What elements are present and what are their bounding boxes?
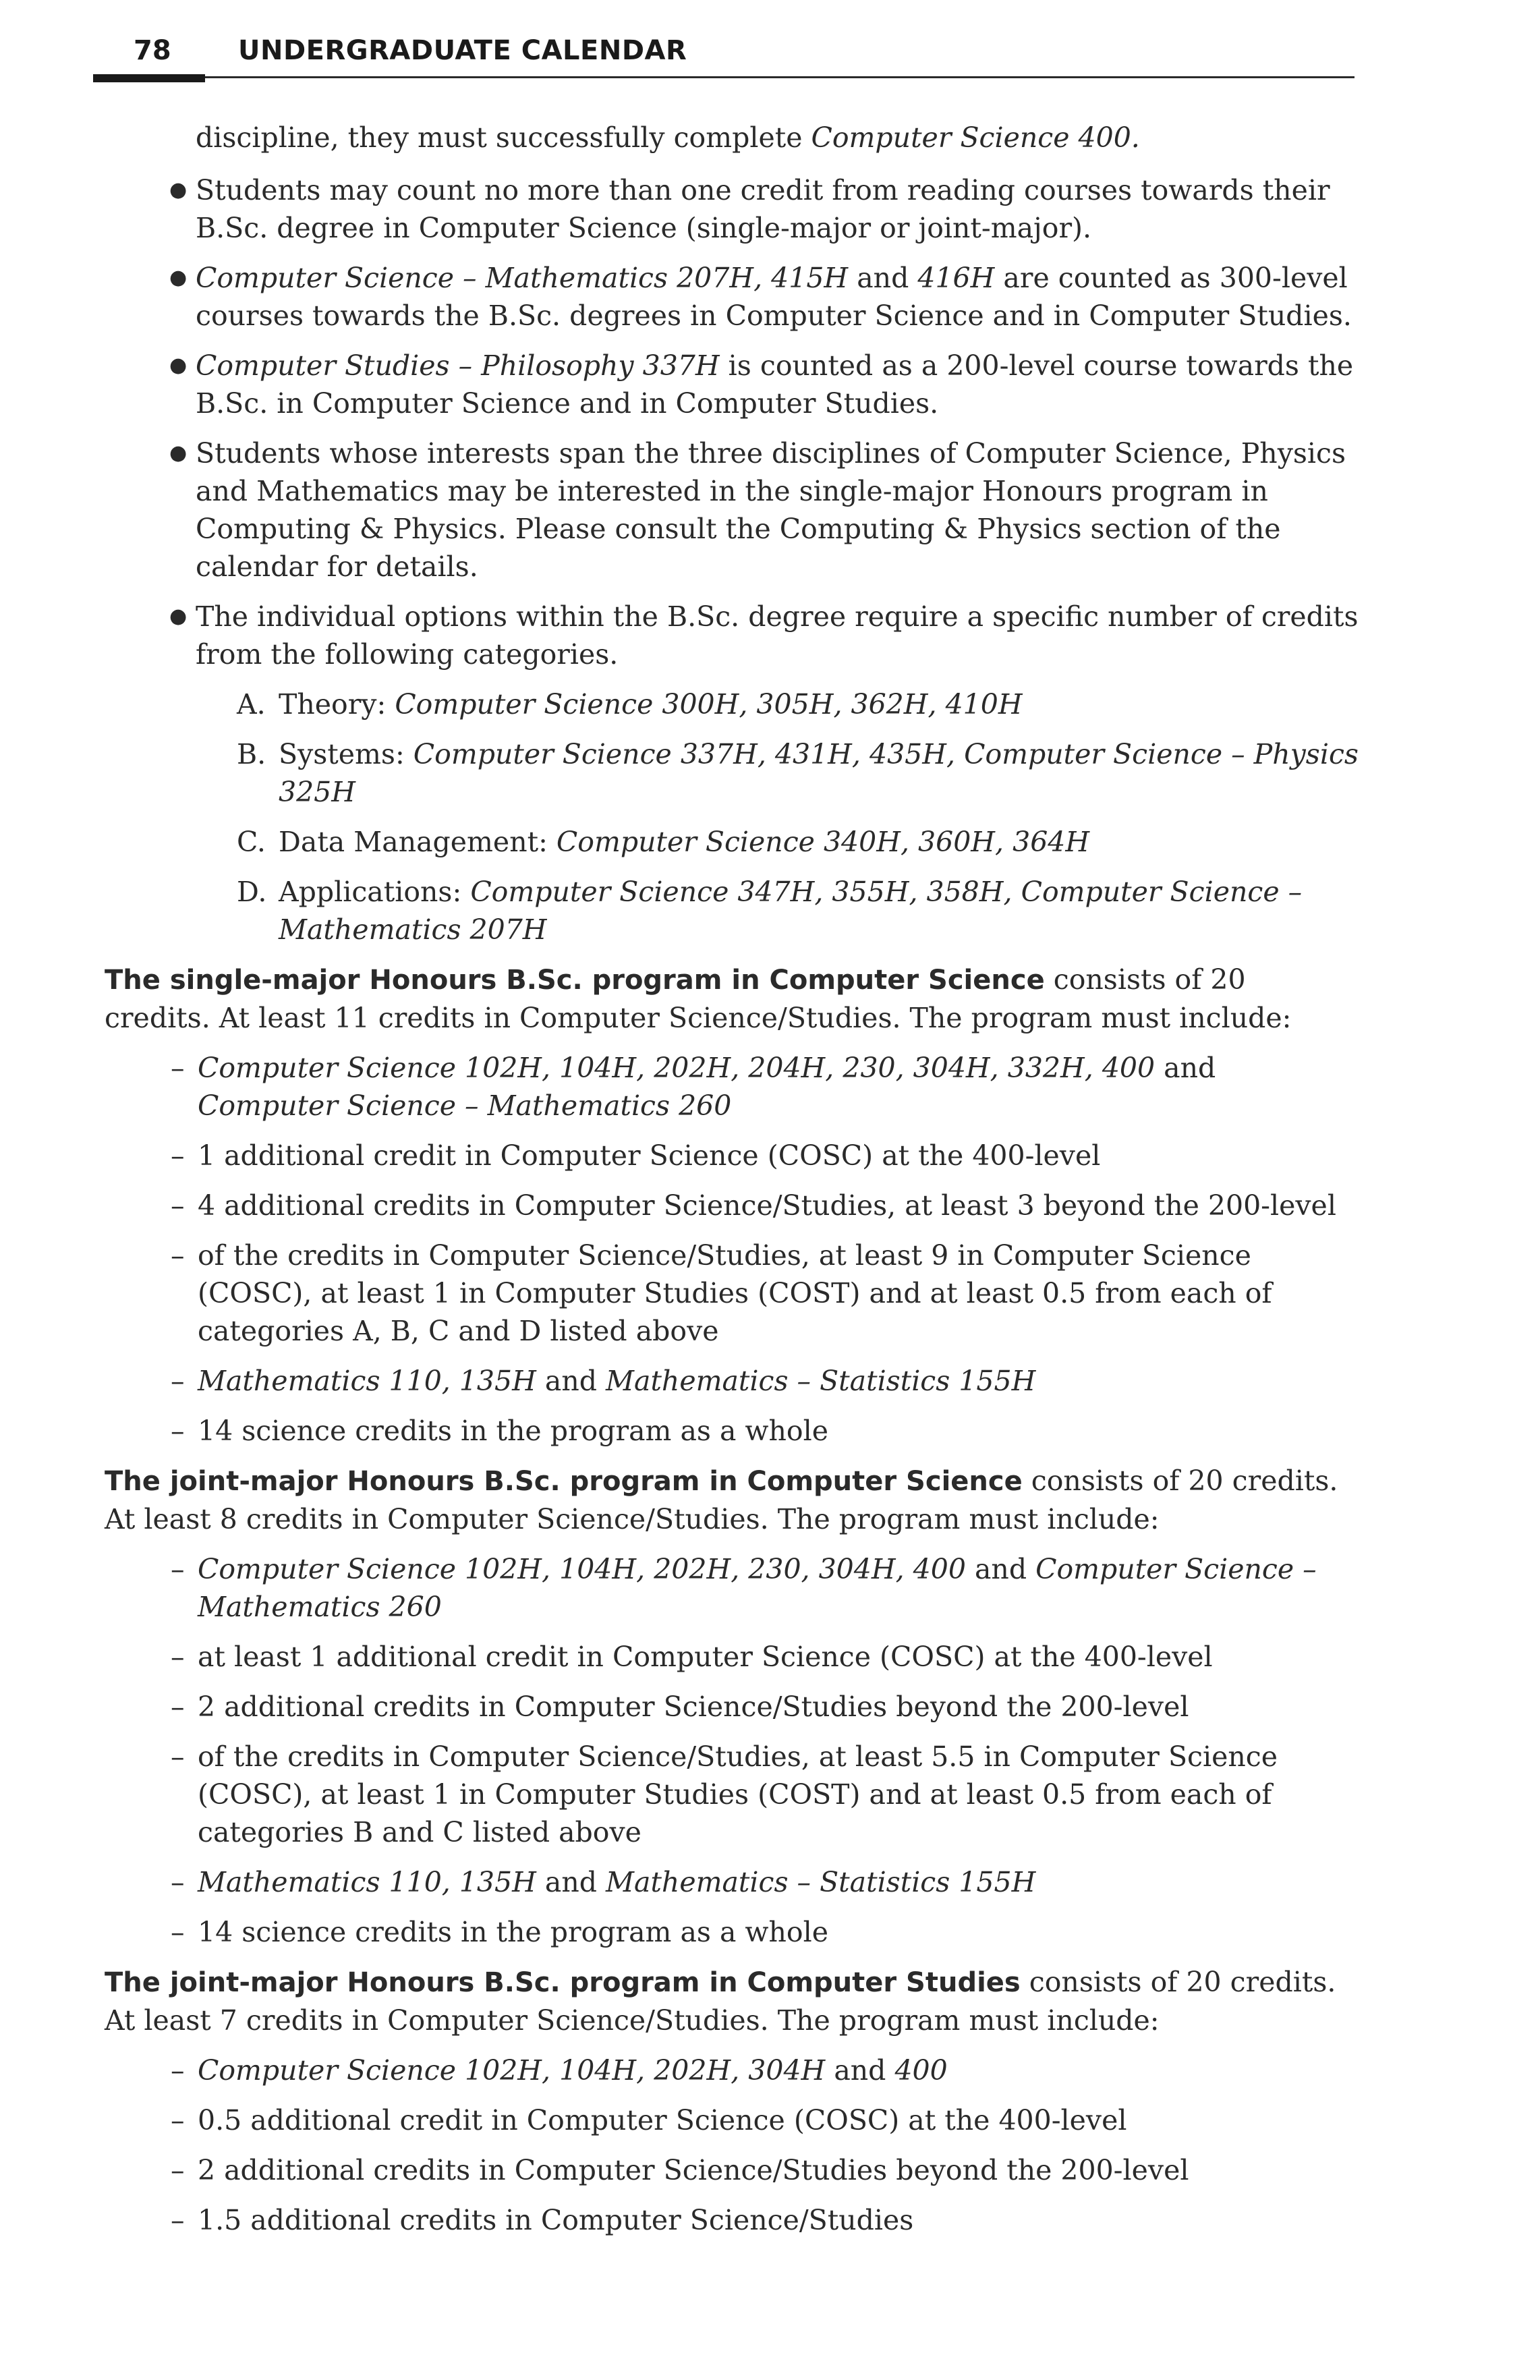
program-joint-major-cs: The joint-major Honours B.Sc. program in Computer Science consists of 20 credits. At least 8 credits in Computer Science/Studies. The program must include: [105,1465,1338,1535]
bullet-item: ● Computer Studies – Philosophy 337H is counted as a 200-level course towards the B.Sc. in Computer Science and in Computer Studies. [105,347,1359,422]
category-theory: A. Theory: Computer Science 300H, 305H, 362H, 410H [237,688,1023,720]
bullet-item: ● Computer Science – Mathematics 207H, 415H and 416H are counted as 300-level courses towards the B.Sc. degrees in Computer Science and in Computer Studies. [105,259,1359,335]
program-joint-major-studies: The joint-major Honours B.Sc. program in Computer Studies consists of 20 credits. At least 7 credits in Computer Science/Studies. The program must include: [105,1966,1336,2037]
bullet-item: ● Students may count no more than one credit from reading courses towards their B.Sc. degree in Computer Science (single-major or joint-major). [105,171,1359,247]
continued-paragraph: discipline, they must successfully complete Computer Science 400. [196,121,1140,154]
bullet-icon: ● [169,178,188,202]
bullet-icon: ● [169,266,188,289]
requirement-item: – Computer Science 102H, 104H, 202H, 304H and 400 [171,2054,948,2087]
requirement-item: – Computer Science 102H, 104H, 202H, 230, 304H, 400 and Computer Science – Mathematics 260 [171,1553,1317,1623]
requirement-item: – at least 1 additional credit in Computer Science (COSC) at the 400-level [171,1641,1213,1673]
program-single-major-cs: The single-major Honours B.Sc. program in Computer Science consists of 20 credits. At least 11 credits in Computer Science/Studies. The program must include: [105,963,1292,1034]
requirement-item: – 1 additional credit in Computer Science (COSC) at the 400-level [171,1139,1101,1172]
category-applications: D. Applications: Computer Science 347H, 355H, 358H, Computer Science – Mathematics 207H [237,876,1303,946]
requirement-item: – 1.5 additional credits in Computer Science/Studies [171,2204,914,2236]
requirement-item: – 2 additional credits in Computer Science/Studies beyond the 200-level [171,1691,1189,1723]
bullet-icon: ● [169,353,188,377]
page-header [93,27,1354,74]
requirement-item: – 14 science credits in the program as a whole [171,1916,828,1948]
bullet-icon: ● [169,441,188,465]
requirement-item: – Mathematics 110, 135H and Mathematics – Statistics 155H [171,1365,1036,1397]
bullet-item: ● The individual options within the B.Sc. degree require a specific number of credits from the following categories. [105,598,1359,673]
page-body [105,119,1359,2251]
header-rule-accent [93,74,205,82]
requirement-item: – of the credits in Computer Science/Studies, at least 5.5 in Computer Science (COSC), at least 1 in Computer Studies (COST) and at least 0.5 from each of categories B and C listed above [171,1740,1278,1848]
requirement-item: – 14 science credits in the program as a whole [171,1415,828,1447]
requirement-item: – Computer Science 102H, 104H, 202H, 204H, 230, 304H, 332H, 400 and Computer Science – Mathematics 260 [171,1052,1216,1122]
header-rule [93,76,1354,78]
requirement-item: – 0.5 additional credit in Computer Science (COSC) at the 400-level [171,2104,1127,2136]
requirement-item: – Mathematics 110, 135H and Mathematics – Statistics 155H [171,1866,1036,1898]
category-systems: B. Systems: Computer Science 337H, 431H, 435H, Computer Science – Physics 325H [237,738,1359,808]
requirement-item: – 2 additional credits in Computer Science/Studies beyond the 200-level [171,2154,1189,2186]
running-title: UNDERGRADUATE CALENDAR [238,35,687,66]
page-number: 78 [134,35,171,66]
bullet-item: ● Students whose interests span the three disciplines of Computer Science, Physics and Mathematics may be interested in the single-major Honours program in Computing & Physics. Please consult the Computing & Physics section of the calendar for details. [105,434,1359,586]
requirement-item: – 4 additional credits in Computer Science/Studies, at least 3 beyond the 200-level [171,1189,1336,1222]
bullet-icon: ● [169,604,188,628]
requirement-item: – of the credits in Computer Science/Studies, at least 9 in Computer Science (COSC), at least 1 in Computer Studies (COST) and at least 0.5 from each of categories A, B, C and D listed above [171,1239,1272,1347]
category-data-management: C. Data Management: Computer Science 340H, 360H, 364H [237,826,1090,858]
